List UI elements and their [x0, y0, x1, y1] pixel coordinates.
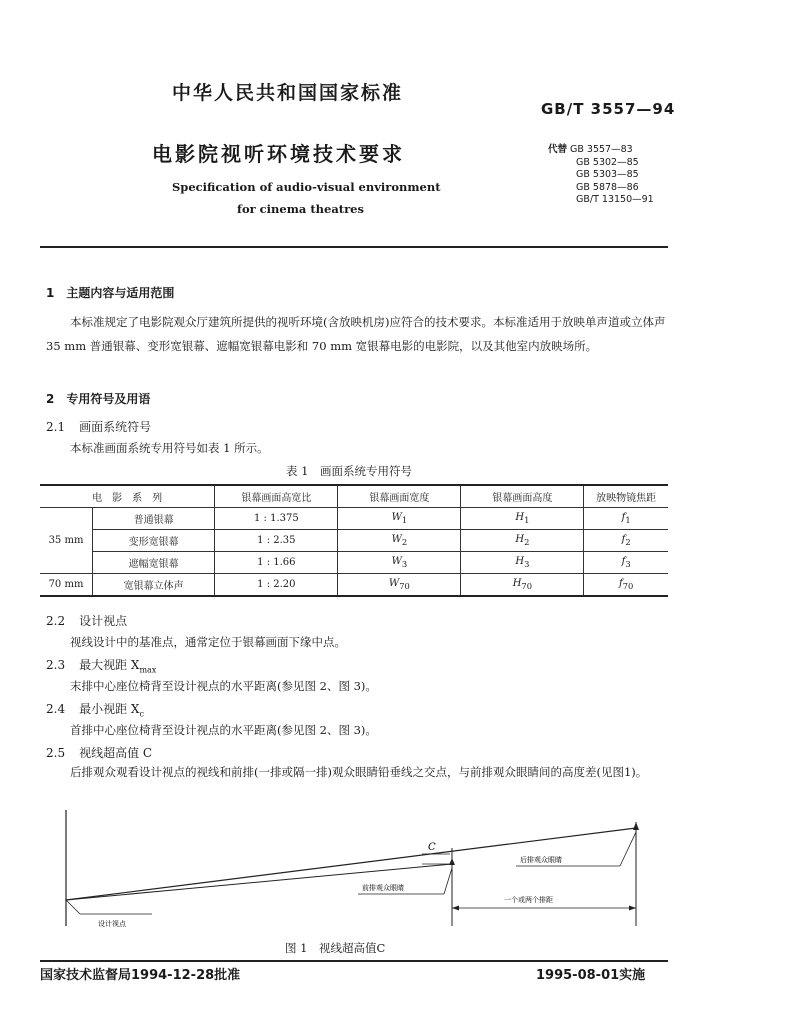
label-rear-eye: 后排观众眼睛 [520, 856, 562, 864]
footer-divider [40, 960, 668, 962]
table-cell: $H_{70}$ [461, 574, 584, 597]
document-title-cn: 电影院视听环境技术要求 [152, 142, 405, 166]
table-cell: 1 : 2.20 [215, 574, 338, 597]
table-cell: $H_3$ [461, 552, 584, 574]
table-cell: $f_{70}$ [584, 574, 668, 597]
arrow-head [452, 906, 459, 911]
section-2-title: 2 专用符号及用语 [46, 392, 151, 406]
section-title: 画面系统符号 [79, 420, 152, 434]
table-1 [40, 484, 668, 597]
table-cell: $f_1$ [584, 508, 668, 530]
table-group-cell: 35 mm [40, 508, 93, 574]
replaces-label: 代替 [548, 144, 568, 155]
table-cell: 遮幅宽银幕 [93, 552, 215, 574]
section-2-5-paragraph: 后排观众观看设计视点的视线和前排(一排或隔一排)观众眼睛铅垂线之交点，与前排观众眼睛间的高度差(见图1)。 [70, 765, 648, 779]
section-2-2-heading [46, 612, 127, 629]
front-sight-line [66, 864, 452, 900]
table-cell: 1 : 2.35 [215, 530, 338, 552]
table-header-cell: 银幕画面宽度 [338, 485, 461, 508]
table-row [40, 552, 668, 574]
section-number: 2.3 [46, 658, 66, 672]
arrow-head [629, 906, 636, 911]
table-1-caption: 表 1 画面系统专用符号 [286, 464, 412, 478]
leader-line [620, 832, 636, 866]
document-title-en-line2: for cinema theatres [237, 202, 364, 216]
replaces-item: GB 3557—83 [570, 144, 633, 155]
table-header-cell: 电 影 系 列 [40, 485, 215, 508]
table-cell: $W_1$ [338, 508, 461, 530]
table-cell: 变形宽银幕 [93, 530, 215, 552]
table-cell: $H_1$ [461, 508, 584, 530]
table-cell: $W_2$ [338, 530, 461, 552]
table-header-cell: 放映物镜焦距 [584, 485, 668, 508]
section-number: 2.4 [46, 702, 66, 716]
section-title: 设计视点 [79, 614, 128, 628]
replaces-item: GB 5303—85 [576, 169, 639, 180]
leader-line [444, 868, 452, 894]
section-title: 视线超高值 C [79, 746, 153, 760]
table-cell: 1 : 1.66 [215, 552, 338, 574]
section-2-5-heading [46, 744, 152, 761]
label-front-eye: 前排观众眼睛 [362, 884, 404, 892]
label-c: C [428, 842, 436, 853]
section-number: 2.1 [46, 420, 66, 434]
replaces-item: GB 5878—86 [576, 181, 639, 193]
leader-line [66, 900, 80, 914]
effective-date: 1995-08-01实施 [536, 968, 646, 983]
section-2-4-text: 首排中心座位椅背至设计视点的水平距离(参见图 2、图 3)。 [70, 723, 377, 737]
section-1-paragraph: 本标准规定了电影院观众厅建筑所提供的视听环境(含放映机房)应符合的技术要求。本标准适用于放映单声道或立体声 35 mm 普通银幕、变形宽银幕、遮幅宽银幕电影和 70 mm 宽银幕电影的电影院，以及其他室内放映场所。 [46, 315, 666, 353]
replaces-list [548, 144, 654, 207]
table-row [40, 508, 668, 530]
table-cell: 宽银幕立体声 [93, 574, 215, 597]
document-title-en-line1: Specification of audio-visual environment [172, 180, 441, 194]
table-cell: $H_2$ [461, 530, 584, 552]
replaces-item: GB/T 13150—91 [576, 194, 654, 205]
table-cell: $f_3$ [584, 552, 668, 574]
figure-1-caption: 图 1 视线超高值C [285, 941, 386, 955]
table-row [40, 574, 668, 597]
table-header-cell: 银幕画面高度 [461, 485, 584, 508]
section-2-3-heading [46, 656, 156, 674]
replaces-item: GB 5302—85 [576, 156, 639, 168]
table-cell: $W_3$ [338, 552, 461, 574]
label-row-gap: 一个或两个排距 [504, 896, 553, 904]
table-header-cell: 银幕画面高宽比 [215, 485, 338, 508]
section-number: 2.2 [46, 614, 66, 628]
section-1-title: 1 主题内容与适用范围 [46, 286, 175, 300]
table-cell: 1 : 1.375 [215, 508, 338, 530]
table-cell: $f_2$ [584, 530, 668, 552]
standard-number: GB/T 3557—94 [541, 100, 676, 118]
national-standard-heading: 中华人民共和国国家标准 [172, 82, 404, 104]
section-title: 最大视距 $X_{max}$ [79, 658, 157, 675]
table-group-cell: 70 mm [40, 574, 93, 597]
table-cell: $W_{70}$ [338, 574, 461, 597]
approval-note: 国家技术监督局1994-12-28批准 [40, 968, 241, 983]
section-2-1-heading [46, 418, 151, 435]
label-design-point: 设计视点 [98, 920, 126, 928]
section-2-2-text: 视线设计中的基准点，通常定位于银幕画面下缘中点。 [70, 635, 346, 649]
sight-line [66, 828, 636, 900]
section-2-3-text: 末排中心座位椅背至设计视点的水平距离(参见图 2、图 3)。 [70, 679, 377, 693]
table-cell: 普通银幕 [93, 508, 215, 530]
section-number: 2.5 [46, 746, 66, 760]
table-row [40, 530, 668, 552]
header-divider [40, 246, 668, 248]
section-2-4-heading [46, 700, 144, 718]
figure-1-diagram [40, 808, 668, 933]
section-title: 最小视距 $X_c$ [79, 702, 144, 719]
section-2-1-text: 本标准画面系统专用符号如表 1 所示。 [70, 441, 269, 455]
rear-eye-marker [633, 822, 639, 830]
table-header-row [40, 485, 668, 508]
